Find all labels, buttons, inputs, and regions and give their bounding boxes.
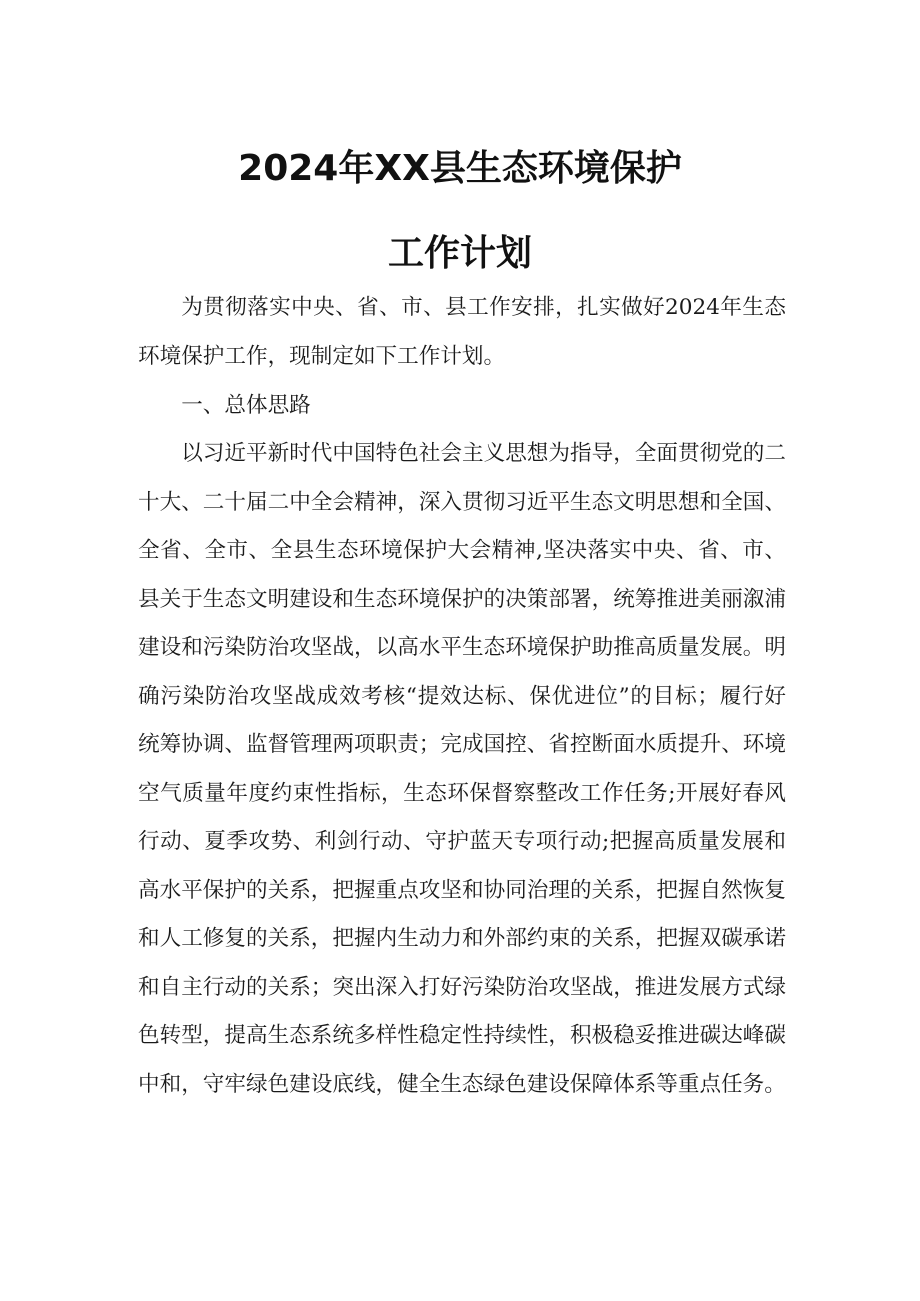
overall-approach-paragraph: 以习近平新时代中国特色社会主义思想为指导，全面贯彻党的二十大、二十届二中全会精神，深入贯彻习近平生态文明思想和全国、全省、全市、全县生态环境保护大会精神,坚决落实中央、省、市、县关于生态文明建设和生态环境保护的决策部署，统筹推进美丽溆浦建设和污染防治攻坚战，以高水平生态环境保护助推高质量发展。明确污染防治攻坚战成效考核“提效达标、保优进位”的目标；履行好统筹协调、监督管理两项职责；完成国控、省控断面水质提升、环境空气质量年度约束性指标，生态环保督察整改工作任务;开展好春风行动、夏季攻势、利剑行动、守护蓝天专项行动;把握高质量发展和高水平保护的关系，把握重点攻坚和协同治理的关系，把握自然恢复和人工修复的关系，把握内生动力和外部约束的关系，把握双碳承诺和自主行动的关系；突出深入打好污染防治攻坚战，推进发展方式绿色转型，提高生态系统多样性稳定性持续性，积极稳妥推进碳达峰碳中和，守牢绿色建设底线，健全生态绿色建设保障体系等重点任务。: [138, 441, 786, 1097]
section-heading-overall-approach: 一、总体思路: [181, 393, 311, 418]
intro-paragraph: 为贯彻落实中央、省、市、县工作安排，扎实做好2024年生态环境保护工作，现制定如下工作计划。: [138, 295, 786, 369]
document-title-line-2: 工作计划: [387, 233, 532, 274]
document-title-line-1: 2024年XX县生态环境保护: [238, 148, 682, 189]
